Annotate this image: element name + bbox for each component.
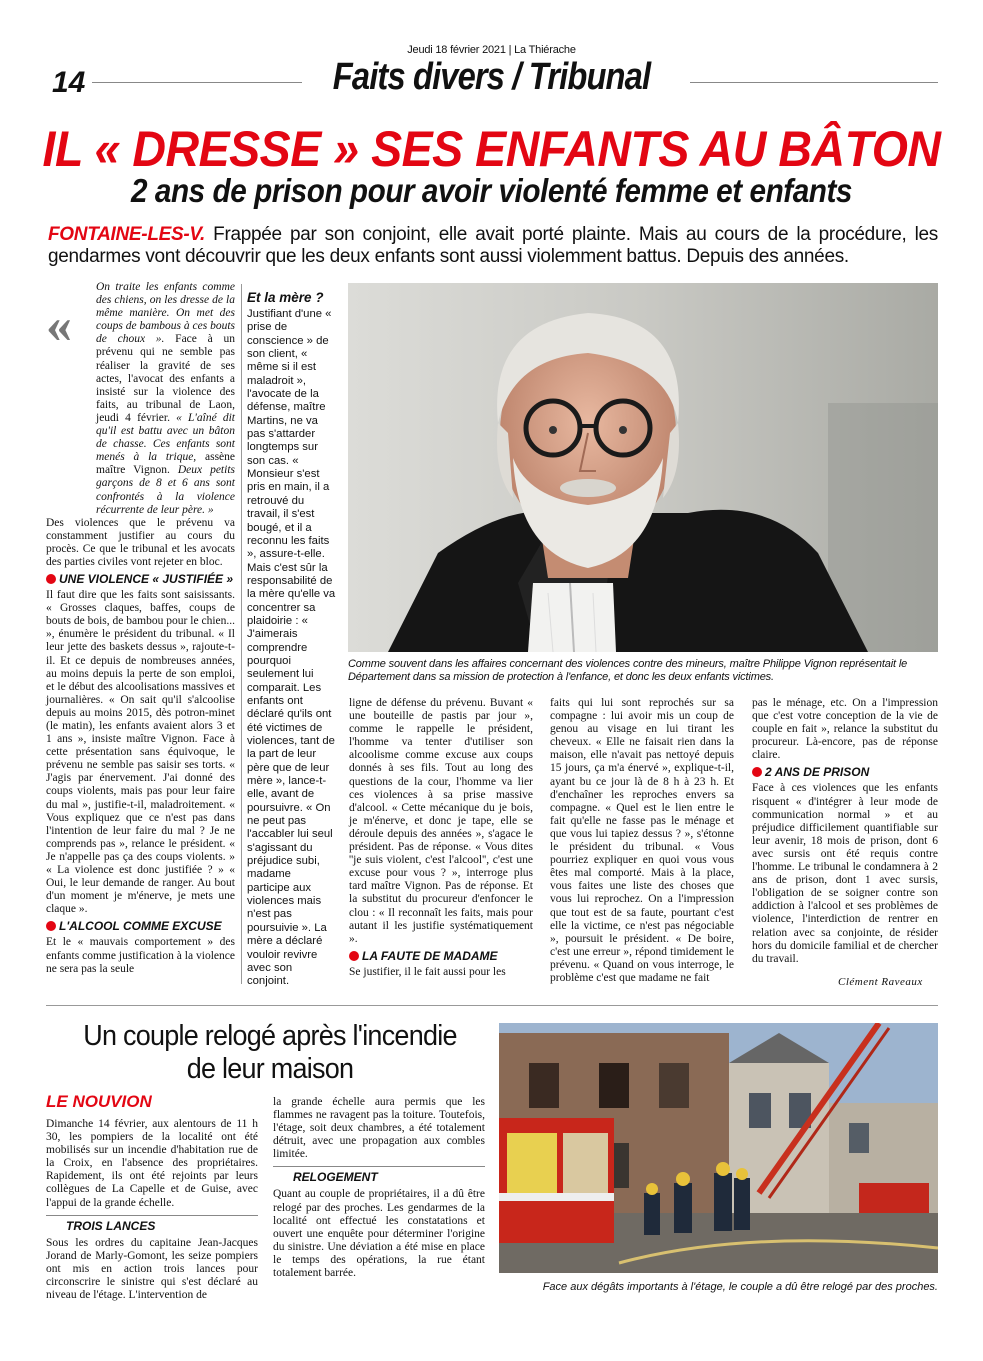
paragraph: Se justifier, il le fait aussi pour les (349, 965, 506, 978)
bullet-icon (752, 767, 762, 777)
sidebar-title: Et la mère ? (247, 290, 324, 305)
dateline: Jeudi 18 février 2021 | La Thiérache (407, 44, 576, 56)
paragraph: Et le « mauvais comportement » des enfants comme justification à la violence ne sera pas la seule (46, 936, 235, 975)
paragraph: ligne de défense du prévenu. Buvant « une bouteille de pastis par jour », comme le rappelle le président, l'homme va tenter d'utiliser son alcoolisme comme excuse aux coups donnés à ses fils. Tout au long des questions de la cour, l'homme va lier ces violences à sa prise massive d'alcool. « Cette mécanique du je bois, je m'énerve, et donc je tape, elle se déroule depuis des années », s'agace le président. Pas de réponse. « Vous dites ''je suis violent, c'est l'alcool'', c'est une excuse pour vous ? », interroge plus tard maître Vignon. Pas de réponse. Et la substitut du procureur d'enfoncer le clou : « Il reconnaît les faits, mais pour autant il les justifie systématiquement ». (349, 697, 533, 945)
bullet-icon (46, 921, 56, 931)
photo-caption: Comme souvent dans les affaires concernant des violences contre des mineurs, maître Philippe Vignon représentait le Département dans sa mission de protection à l'enfance, et donc les deux enfants victimes. (348, 658, 908, 683)
paragraph: On traite les enfants comme des chiens, on les dresse de la même manière. On met des coups de bambous à ces bouts de choux ». Face à un prévenu qui ne semble pas réaliser la gravité de ses actes, l'avocat des enfants a insisté sur la violence des faits, au tribunal de Laon, jeudi 4 février. « L'aîné dit qu'il est battu avec un bâton de chasse. Ces enfants sont menés à la trique, assène maître Vignon. Deux petits garçons de 8 et 6 ans sont confrontés à la violence récurrente de leur père. » (96, 281, 235, 516)
bullet-icon (46, 574, 56, 584)
column-divider (241, 284, 242, 984)
paragraph: Sous les ordres du capitaine Jean-Jacques Jorand de Marly-Gomont, les seize pompiers ont mis en action trois lances pour circonscrire le sinistre qui s'est déclaré au niveau de l'étage. L'intervention de (46, 1236, 258, 1302)
page-number: 14 (52, 66, 86, 99)
article-column-5 (752, 697, 938, 966)
section-rubric: Faits divers / Tribunal (332, 56, 651, 98)
fire-scene-photo (499, 1023, 938, 1273)
author-signature: Clément Raveaux (838, 976, 923, 988)
lead-text: Frappée par son conjoint, elle avait porté plainte. Mais au cours de la procédure, les gendarmes vont découvrir que les deux enfants sont aussi violemment battus. Depuis des années. (48, 224, 938, 267)
article-column-4 (550, 697, 734, 985)
article-lead (48, 224, 938, 268)
quote-mark: « (46, 297, 72, 354)
paragraph: Quant au couple de propriétaires, il a dû être relogé par des proches. Les gendarmes de la localité ont effectué les constatations et ouvert une enquête pour déterminer l'origine du sinistre. Une déviation a été mise en place le temps des opérations, la rue étant totalement barrée. (273, 1188, 485, 1280)
paragraph: faits qui lui sont reprochés sur sa compagne : lui avoir mis un coup de genou au visage en lui tirant les cheveux. « Elle ne faisait rien dans la maison, elle n'avait pas nettoyé depuis 15 jours, ça m'a énervé », explique-t-il, ayant bu ce jour là de 8 h à 23 h. Et d'enchaîner les reproches envers sa compagne. « Quel est le lien entre le fait qu'elle ne fasse pas le ménage et que vous lui tapiez dessus ? », s'étonne le président du tribunal. « Vous pourriez expliquer en quoi vous vous êtes mal comporté. Mais à la place, vous faites une liste des choses que vous lui reprochez. On a l'impression que tout est de sa faute, pourtant c'est elle la victime, ce n'est pas négociable », poursuit le président. « De boire, c'est une erreur », répond timidement le prévenu. « Quand on vous interroge, le problème c'est que madame ne fait (550, 697, 734, 984)
sidebar (247, 290, 336, 989)
paragraph: Face à ces violences que les enfants risquent « d'intégrer à leur mode de communication normal » et au préjudice difficilement quantifiable sur leur avenir, 18 mois de prison, dont 6 avec sursis ont été requis contre l'homme. Le tribunal le condamnera à 2 ans de prison, dont 1 avec sursis, l'obligation de se soigner contre son addiction à l'alcool et ses problèmes de violence, l'interdiction de rentrer en relation avec sa conjointe, de résider hors du domicile familial et de chercher du travail. (752, 782, 938, 965)
paragraph: la grande échelle aura permis que les flammes ne ravagent pas la toiture. Toutefois, l'étage, soit deux chambres, a été totalement détruit, avec une propagation aux combles limitée. (273, 1096, 485, 1161)
article-subhead: 2 ans de prison pour avoir violenté femme et enfants (131, 172, 852, 209)
article2-column-1 (46, 1118, 258, 1302)
intertitle: LA FAUTE DE MADAME (349, 949, 533, 963)
paragraph: Dimanche 14 février, aux alentours de 11 h 30, les pompiers de la localité ont été mobilisés sur un incendie d'habitation rue de la Croix, en l'absence des propriétaires. Rapidement, ils ont été rejoints par leurs collègues de La Capelle et de Guise, avec l'appui de la grande échelle. (46, 1118, 258, 1209)
paragraph: pas le ménage, etc. On a l'impression que c'est votre conception de la vie de couple en fait », relance la substitut du procureur. Là-encore, pas de réponse claire. (752, 697, 938, 762)
article-separator (46, 1005, 938, 1006)
photo-caption: Face aux dégâts importants à l'étage, le couple a dû être relogé par des proches. (542, 1281, 938, 1293)
intertitle: 2 ANS DE PRISON (752, 765, 938, 779)
article2-column-2 (273, 1096, 485, 1280)
paragraph: Des violences que le prévenu va constamment justifier au cours du procès. Ce que le tribunal et les avocats des parties civiles vont rejeter en bloc. (46, 516, 235, 568)
sidebar-text: Justifiant d'une « prise de conscience » de son client, « même si il est maladroit », l'avocate de la défense, maître Martins, ne va pas s'attarder longtemps sur son cas. « Monsieur s'est pris en main, il a retrouvé du travail, il s'est bougé, et il a reconnu les faits », assure-t-elle. Mais c'est sûr la responsabilité de la mère qu'elle va concentrer sa plaidoirie : « J'aimerais comprendre pourquoi seulement lui comparait. Les enfants ont déclaré qu'ils ont été victimes de violences, tant de la part de leur père que de leur mère », lance-t-elle, avant de poursuivre. « On ne peut pas l'accabler lui seul s'agissant du préjudice subi, madame participe aux violences mais n'est pas poursuivie ». La mère a déclaré vouloir revivre avec son conjoint. (247, 308, 336, 988)
article2-headline: Un couple relogé après l'incendie de leur maison (83, 1020, 457, 1085)
article-column-1 (46, 281, 235, 976)
article-headline: IL « DRESSE » SES ENFANTS AU BÂTON (42, 121, 941, 177)
lawyer-portrait-photo (348, 283, 938, 652)
subheading: RELOGEMENT (273, 1166, 485, 1184)
intertitle: UNE VIOLENCE « JUSTIFIÉE » (46, 572, 235, 586)
paragraph: Il faut dire que les faits sont saisissants. « Grosses claques, baffes, coups de bouts de bois, de bambou pour le chien... », énumère le président du tribunal. « Il leur jette des baskets dessus », rajoute-t-il. Et ce depuis de nombreuses années, au moins depuis la perte de son emploi, et le début des alcoolisations massives et journalières. « On sait qu'il s'alcoolise depuis au moins 2015, dès potron-minet (le matin), les enfants avaient alors 3 et 1 ans », insiste maître Vignon. Face à cette présentation sans équivoque, le prévenu ne semble pas saisir ses torts. « J'agis par énervement. J'ai donné des coups violents, mais pas pour leur faire du mal », justifie-t-il, maladroitement. « Vous expliquez que ce n'est pas dans l'intention de leur faire du mal ? Je ne comprends pas », relance le président. « Je n'appelle pas ça des coups violents. » « La violence est donc justifiée ? » « Oui, le leur demande de ranger. Au bout d'un moment je m'énerve, je mets une claque ». (46, 589, 235, 916)
lead-location: FONTAINE-LES-V. (48, 224, 206, 245)
intertitle: L'ALCOOL COMME EXCUSE (46, 919, 235, 933)
subheading: TROIS LANCES (46, 1215, 258, 1233)
article2-location: LE NOUVION (46, 1092, 152, 1111)
bullet-icon (349, 951, 359, 961)
article-column-3 (349, 697, 533, 979)
